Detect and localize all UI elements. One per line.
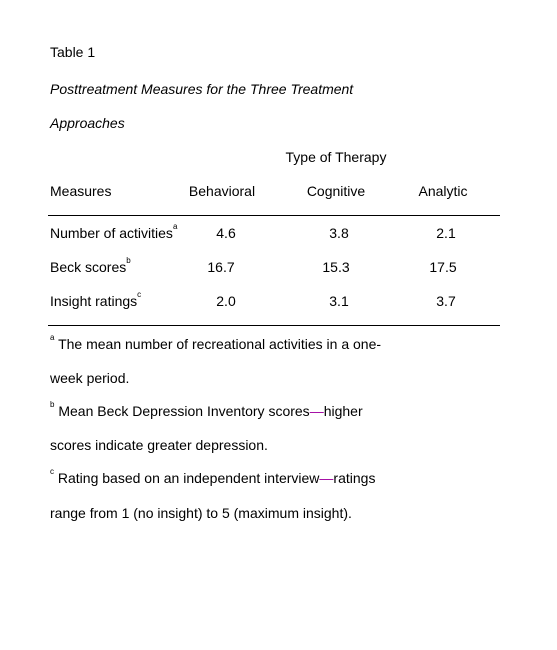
row-label-beck-scores: Beck scores$^b$ (50, 256, 131, 275)
cell-analytic-insight: 3.7 (436, 293, 456, 309)
table-rule-top (48, 215, 500, 216)
cell-cognitive-activities: 3.8 (329, 225, 349, 241)
table-note-a-line1: $^a$ The mean number of recreational activities in a one- (50, 333, 382, 352)
cell-cognitive-beck: 15.3 (322, 259, 350, 275)
column-spanner-type-of-therapy: Type of Therapy (285, 149, 387, 165)
cell-cognitive-insight: 3.1 (329, 293, 349, 309)
row-label-number-of-activities: Number of activities$^a$ (50, 222, 178, 241)
table-note-a-line2: week period. (50, 370, 130, 386)
cell-behavioral-activities: 4.6 (216, 225, 236, 241)
cell-analytic-beck: 17.5 (429, 259, 457, 275)
table-note-b-line2: scores indicate greater depression. (50, 437, 268, 453)
table-title-line1: Posttreatment Measures for the Three Treatment (50, 81, 354, 97)
table-title-line2: Approaches (50, 115, 125, 131)
table-label: Table 1 (50, 44, 96, 60)
column-header-behavioral: Behavioral (188, 183, 256, 199)
table-note-b-line1: $^b$ Mean Beck Depression Inventory scores—higher (50, 400, 363, 419)
em-dash: — (319, 470, 334, 486)
row-label-insight-ratings: Insight ratings$^c$ (50, 290, 142, 309)
table-note-c-line1: $^c$ Rating based on an independent interview—ratings (50, 467, 376, 486)
table-note-c-line2: range from 1 (no insight) to 5 (maximum insight). (50, 505, 352, 521)
column-header-analytic: Analytic (418, 183, 468, 199)
em-dash: — (309, 403, 324, 419)
cell-analytic-activities: 2.1 (436, 225, 456, 241)
cell-behavioral-beck: 16.7 (207, 259, 235, 275)
cell-behavioral-insight: 2.0 (216, 293, 236, 309)
column-header-measures: Measures (50, 183, 112, 199)
table-rule-bottom (48, 325, 500, 326)
column-header-cognitive: Cognitive (306, 183, 366, 199)
